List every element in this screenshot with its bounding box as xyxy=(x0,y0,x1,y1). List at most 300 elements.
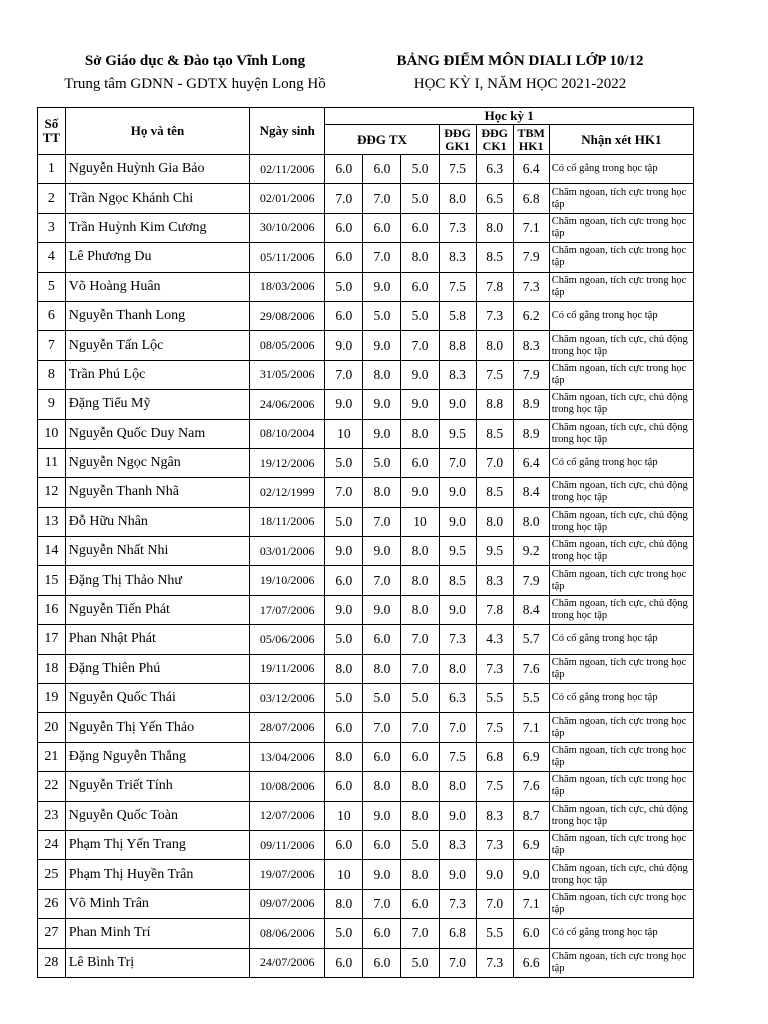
cell-tx2: 7.0 xyxy=(363,507,401,536)
cell-gk1: 9.0 xyxy=(439,595,476,624)
cell-tx3: 9.0 xyxy=(401,360,439,389)
cell-comment: Chăm ngoan, tích cực trong học tập xyxy=(549,742,693,771)
cell-ck1: 7.5 xyxy=(476,772,513,801)
cell-comment: Chăm ngoan, tích cực, chủ động trong học tập xyxy=(549,331,693,360)
cell-gk1: 8.8 xyxy=(439,331,476,360)
cell-gk1: 9.5 xyxy=(439,419,476,448)
table-row xyxy=(38,830,694,859)
cell-tbm: 7.9 xyxy=(513,566,549,595)
cell-tx2: 9.0 xyxy=(363,331,401,360)
cell-tx1: 9.0 xyxy=(325,595,363,624)
cell-name: Trần Ngọc Khánh Chi xyxy=(65,184,249,213)
cell-comment: Chăm ngoan, tích cực trong học tập xyxy=(549,213,693,242)
cell-stt: 26 xyxy=(38,889,66,918)
cell-dob: 02/12/1999 xyxy=(250,478,325,507)
cell-stt: 4 xyxy=(38,243,66,272)
cell-comment: Chăm ngoan, tích cực trong học tập xyxy=(549,272,693,301)
cell-name: Phan Minh Trí xyxy=(65,919,249,948)
cell-dob: 08/05/2006 xyxy=(250,331,325,360)
cell-stt: 27 xyxy=(38,919,66,948)
table-row xyxy=(38,625,694,654)
cell-tx3: 7.0 xyxy=(401,331,439,360)
cell-tbm: 8.7 xyxy=(513,801,549,830)
cell-tx3: 5.0 xyxy=(401,948,439,977)
cell-stt: 2 xyxy=(38,184,66,213)
cell-dob: 02/01/2006 xyxy=(250,184,325,213)
cell-tbm: 7.1 xyxy=(513,213,549,242)
cell-name: Nguyễn Quốc Duy Nam xyxy=(65,419,249,448)
cell-gk1: 8.3 xyxy=(439,830,476,859)
cell-tx2: 7.0 xyxy=(363,889,401,918)
cell-comment: Chăm ngoan, tích cực, chủ động trong học tập xyxy=(549,595,693,624)
cell-dob: 03/01/2006 xyxy=(250,537,325,566)
cell-comment: Có cố gắng trong học tập xyxy=(549,155,693,184)
cell-stt: 6 xyxy=(38,301,66,330)
table-body xyxy=(38,155,694,978)
cell-tx2: 6.0 xyxy=(363,155,401,184)
cell-stt: 25 xyxy=(38,860,66,889)
cell-tx3: 8.0 xyxy=(401,772,439,801)
cell-comment: Chăm ngoan, tích cực, chủ động trong học tập xyxy=(549,390,693,419)
cell-tx3: 5.0 xyxy=(401,184,439,213)
cell-name: Nguyễn Tấn Lộc xyxy=(65,331,249,360)
cell-dob: 18/03/2006 xyxy=(250,272,325,301)
col-header-ddg-ck1: ĐĐG CK1 xyxy=(476,125,513,155)
col-header-ddg-tx: ĐĐG TX xyxy=(325,125,439,155)
cell-name: Nguyễn Ngọc Ngân xyxy=(65,448,249,477)
cell-tx1: 6.0 xyxy=(325,772,363,801)
cell-tbm: 7.1 xyxy=(513,889,549,918)
col-header-ddg-gk1: ĐĐG GK1 xyxy=(439,125,476,155)
cell-tx2: 9.0 xyxy=(363,390,401,419)
table-row xyxy=(38,654,694,683)
cell-tx2: 6.0 xyxy=(363,742,401,771)
cell-ck1: 7.3 xyxy=(476,654,513,683)
cell-gk1: 9.0 xyxy=(439,860,476,889)
cell-tbm: 6.6 xyxy=(513,948,549,977)
cell-ck1: 6.8 xyxy=(476,742,513,771)
cell-stt: 7 xyxy=(38,331,66,360)
cell-tx2: 5.0 xyxy=(363,301,401,330)
semester-year: HỌC KỲ I, NĂM HỌC 2021-2022 xyxy=(413,76,627,92)
cell-name: Phạm Thị Huyền Trân xyxy=(65,860,249,889)
cell-tx3: 8.0 xyxy=(401,566,439,595)
cell-stt: 8 xyxy=(38,360,66,389)
table-row xyxy=(38,713,694,742)
cell-stt: 22 xyxy=(38,772,66,801)
cell-gk1: 7.3 xyxy=(439,889,476,918)
cell-tx2: 9.0 xyxy=(363,537,401,566)
cell-dob: 24/06/2006 xyxy=(250,390,325,419)
cell-dob: 18/11/2006 xyxy=(250,507,325,536)
cell-tbm: 8.0 xyxy=(513,507,549,536)
cell-tx2: 6.0 xyxy=(363,625,401,654)
table-row xyxy=(38,213,694,242)
cell-tx3: 9.0 xyxy=(401,478,439,507)
cell-dob: 08/06/2006 xyxy=(250,919,325,948)
cell-name: Đặng Nguyễn Thắng xyxy=(65,742,249,771)
cell-gk1: 8.0 xyxy=(439,772,476,801)
cell-ck1: 6.3 xyxy=(476,155,513,184)
cell-name: Nguyễn Huỳnh Gia Bảo xyxy=(65,155,249,184)
cell-tbm: 7.9 xyxy=(513,360,549,389)
cell-comment: Chăm ngoan, tích cực, chủ động trong học tập xyxy=(549,507,693,536)
cell-comment: Có cố gắng trong học tập xyxy=(549,684,693,713)
cell-comment: Có cố gắng trong học tập xyxy=(549,625,693,654)
cell-name: Lê Bình Trị xyxy=(65,948,249,977)
cell-stt: 23 xyxy=(38,801,66,830)
cell-tx3: 8.0 xyxy=(401,801,439,830)
cell-name: Nguyễn Triết Tính xyxy=(65,772,249,801)
cell-stt: 28 xyxy=(38,948,66,977)
cell-dob: 19/07/2006 xyxy=(250,860,325,889)
cell-tx2: 6.0 xyxy=(363,919,401,948)
cell-ck1: 6.5 xyxy=(476,184,513,213)
cell-tx3: 5.0 xyxy=(401,830,439,859)
cell-dob: 05/06/2006 xyxy=(250,625,325,654)
cell-stt: 18 xyxy=(38,654,66,683)
cell-stt: 24 xyxy=(38,830,66,859)
cell-tx1: 7.0 xyxy=(325,478,363,507)
cell-dob: 05/11/2006 xyxy=(250,243,325,272)
cell-dob: 19/11/2006 xyxy=(250,654,325,683)
table-row xyxy=(38,272,694,301)
cell-dob: 19/12/2006 xyxy=(250,448,325,477)
cell-dob: 19/10/2006 xyxy=(250,566,325,595)
cell-comment: Chăm ngoan, tích cực trong học tập xyxy=(549,243,693,272)
table-row xyxy=(38,772,694,801)
cell-tx1: 6.0 xyxy=(325,243,363,272)
cell-tx3: 7.0 xyxy=(401,713,439,742)
table-row xyxy=(38,860,694,889)
cell-gk1: 7.3 xyxy=(439,213,476,242)
cell-ck1: 5.5 xyxy=(476,684,513,713)
cell-name: Trần Huỳnh Kim Cương xyxy=(65,213,249,242)
table-row xyxy=(38,155,694,184)
cell-tx1: 5.0 xyxy=(325,448,363,477)
cell-stt: 11 xyxy=(38,448,66,477)
cell-dob: 09/11/2006 xyxy=(250,830,325,859)
table-row xyxy=(38,742,694,771)
cell-tbm: 7.1 xyxy=(513,713,549,742)
cell-gk1: 8.0 xyxy=(439,654,476,683)
table-row xyxy=(38,948,694,977)
cell-tx2: 9.0 xyxy=(363,419,401,448)
cell-tx1: 6.0 xyxy=(325,948,363,977)
cell-ck1: 7.8 xyxy=(476,595,513,624)
cell-comment: Chăm ngoan, tích cực, chủ động trong học tập xyxy=(549,478,693,507)
cell-ck1: 8.5 xyxy=(476,478,513,507)
cell-tx1: 5.0 xyxy=(325,507,363,536)
col-header-dob: Ngày sinh xyxy=(250,108,325,155)
cell-gk1: 7.3 xyxy=(439,625,476,654)
cell-stt: 10 xyxy=(38,419,66,448)
cell-ck1: 8.5 xyxy=(476,243,513,272)
cell-tx2: 5.0 xyxy=(363,684,401,713)
table-row xyxy=(38,243,694,272)
cell-comment: Chăm ngoan, tích cực trong học tập xyxy=(549,184,693,213)
cell-ck1: 5.5 xyxy=(476,919,513,948)
cell-tbm: 9.2 xyxy=(513,537,549,566)
table-row xyxy=(38,919,694,948)
cell-tx1: 7.0 xyxy=(325,184,363,213)
cell-dob: 17/07/2006 xyxy=(250,595,325,624)
cell-comment: Chăm ngoan, tích cực trong học tập xyxy=(549,948,693,977)
header-left xyxy=(60,50,330,96)
cell-dob: 24/07/2006 xyxy=(250,948,325,977)
cell-comment: Chăm ngoan, tích cực trong học tập xyxy=(549,360,693,389)
cell-name: Lê Phương Du xyxy=(65,243,249,272)
cell-comment: Chăm ngoan, tích cực trong học tập xyxy=(549,830,693,859)
cell-dob: 31/05/2006 xyxy=(250,360,325,389)
document-header xyxy=(0,50,768,100)
cell-name: Nguyễn Quốc Thái xyxy=(65,684,249,713)
cell-dob: 09/07/2006 xyxy=(250,889,325,918)
table-row xyxy=(38,889,694,918)
cell-ck1: 9.5 xyxy=(476,537,513,566)
cell-ck1: 7.0 xyxy=(476,448,513,477)
cell-name: Đặng Tiểu Mỹ xyxy=(65,390,249,419)
cell-tx2: 5.0 xyxy=(363,448,401,477)
cell-name: Đặng Thị Thảo Như xyxy=(65,566,249,595)
cell-dob: 10/08/2006 xyxy=(250,772,325,801)
table-row xyxy=(38,595,694,624)
cell-tbm: 7.6 xyxy=(513,654,549,683)
cell-stt: 13 xyxy=(38,507,66,536)
cell-tx3: 5.0 xyxy=(401,155,439,184)
cell-tx1: 7.0 xyxy=(325,360,363,389)
cell-gk1: 8.3 xyxy=(439,243,476,272)
cell-gk1: 8.3 xyxy=(439,360,476,389)
cell-stt: 15 xyxy=(38,566,66,595)
cell-tx1: 6.0 xyxy=(325,830,363,859)
cell-tx3: 8.0 xyxy=(401,537,439,566)
cell-ck1: 7.5 xyxy=(476,360,513,389)
cell-tbm: 6.9 xyxy=(513,830,549,859)
cell-tx2: 9.0 xyxy=(363,801,401,830)
cell-tx3: 6.0 xyxy=(401,272,439,301)
cell-tx2: 8.0 xyxy=(363,772,401,801)
cell-stt: 9 xyxy=(38,390,66,419)
col-header-stt: Số TT xyxy=(38,108,66,155)
cell-ck1: 8.5 xyxy=(476,419,513,448)
cell-tx2: 8.0 xyxy=(363,654,401,683)
cell-gk1: 7.5 xyxy=(439,155,476,184)
cell-comment: Có cố gắng trong học tập xyxy=(549,301,693,330)
cell-tx2: 6.0 xyxy=(363,830,401,859)
cell-tx1: 6.0 xyxy=(325,301,363,330)
table-row xyxy=(38,801,694,830)
cell-tx3: 8.0 xyxy=(401,419,439,448)
col-header-comment: Nhận xét HK1 xyxy=(549,125,693,155)
cell-tx1: 5.0 xyxy=(325,919,363,948)
cell-tbm: 8.3 xyxy=(513,331,549,360)
cell-comment: Chăm ngoan, tích cực, chủ động trong học tập xyxy=(549,801,693,830)
cell-ck1: 7.3 xyxy=(476,301,513,330)
cell-tx2: 6.0 xyxy=(363,948,401,977)
cell-ck1: 7.0 xyxy=(476,889,513,918)
cell-dob: 08/10/2004 xyxy=(250,419,325,448)
cell-tx3: 6.0 xyxy=(401,448,439,477)
cell-tbm: 6.0 xyxy=(513,919,549,948)
cell-gk1: 7.5 xyxy=(439,272,476,301)
cell-tx2: 9.0 xyxy=(363,272,401,301)
cell-comment: Có cố gắng trong học tập xyxy=(549,448,693,477)
cell-tx2: 9.0 xyxy=(363,860,401,889)
cell-tx3: 7.0 xyxy=(401,919,439,948)
col-header-tbm-hk1: TBM HK1 xyxy=(513,125,549,155)
table-row xyxy=(38,184,694,213)
cell-gk1: 8.0 xyxy=(439,184,476,213)
table-row xyxy=(38,566,694,595)
cell-tx3: 5.0 xyxy=(401,684,439,713)
cell-name: Võ Hoàng Huân xyxy=(65,272,249,301)
cell-comment: Chăm ngoan, tích cực, chủ động trong học tập xyxy=(549,419,693,448)
cell-tx1: 6.0 xyxy=(325,155,363,184)
cell-tbm: 8.4 xyxy=(513,595,549,624)
cell-dob: 02/11/2006 xyxy=(250,155,325,184)
cell-tx2: 7.0 xyxy=(363,243,401,272)
cell-gk1: 9.0 xyxy=(439,390,476,419)
cell-name: Nguyễn Nhất Nhi xyxy=(65,537,249,566)
cell-name: Nguyễn Thị Yến Thảo xyxy=(65,713,249,742)
table-row xyxy=(38,478,694,507)
cell-name: Trần Phú Lộc xyxy=(65,360,249,389)
cell-comment: Có cố gắng trong học tập xyxy=(549,919,693,948)
cell-dob: 13/04/2006 xyxy=(250,742,325,771)
cell-tx1: 8.0 xyxy=(325,742,363,771)
cell-ck1: 7.3 xyxy=(476,830,513,859)
table-row xyxy=(38,301,694,330)
cell-ck1: 8.8 xyxy=(476,390,513,419)
cell-gk1: 7.0 xyxy=(439,713,476,742)
cell-name: Võ Minh Trân xyxy=(65,889,249,918)
cell-ck1: 8.3 xyxy=(476,566,513,595)
cell-ck1: 7.8 xyxy=(476,272,513,301)
cell-ck1: 9.0 xyxy=(476,860,513,889)
cell-name: Nguyễn Thanh Nhã xyxy=(65,478,249,507)
cell-comment: Chăm ngoan, tích cực, chủ động trong học tập xyxy=(549,537,693,566)
cell-comment: Chăm ngoan, tích cực trong học tập xyxy=(549,713,693,742)
cell-gk1: 6.8 xyxy=(439,919,476,948)
cell-stt: 16 xyxy=(38,595,66,624)
cell-tx3: 8.0 xyxy=(401,860,439,889)
table-row xyxy=(38,390,694,419)
cell-stt: 20 xyxy=(38,713,66,742)
cell-tbm: 6.4 xyxy=(513,448,549,477)
cell-tx2: 7.0 xyxy=(363,566,401,595)
cell-tbm: 7.6 xyxy=(513,772,549,801)
cell-stt: 5 xyxy=(38,272,66,301)
table-row xyxy=(38,507,694,536)
cell-tbm: 6.8 xyxy=(513,184,549,213)
cell-tx3: 8.0 xyxy=(401,595,439,624)
cell-tx2: 7.0 xyxy=(363,713,401,742)
cell-gk1: 9.0 xyxy=(439,507,476,536)
cell-tx3: 7.0 xyxy=(401,625,439,654)
cell-tbm: 7.9 xyxy=(513,243,549,272)
grade-table xyxy=(37,107,694,978)
document-title: BẢNG ĐIỂM MÔN DIALI LỚP 10/12 xyxy=(396,53,644,69)
cell-name: Nguyễn Tiến Phát xyxy=(65,595,249,624)
cell-stt: 1 xyxy=(38,155,66,184)
cell-tbm: 7.3 xyxy=(513,272,549,301)
cell-tx1: 8.0 xyxy=(325,889,363,918)
cell-tx2: 6.0 xyxy=(363,213,401,242)
cell-dob: 30/10/2006 xyxy=(250,213,325,242)
cell-tx1: 6.0 xyxy=(325,566,363,595)
cell-ck1: 8.0 xyxy=(476,331,513,360)
cell-name: Phan Nhật Phát xyxy=(65,625,249,654)
cell-tx3: 9.0 xyxy=(401,390,439,419)
cell-tx3: 6.0 xyxy=(401,213,439,242)
cell-tx1: 6.0 xyxy=(325,213,363,242)
cell-tx1: 8.0 xyxy=(325,654,363,683)
cell-tx2: 8.0 xyxy=(363,478,401,507)
cell-tx3: 5.0 xyxy=(401,301,439,330)
cell-name: Đỗ Hữu Nhân xyxy=(65,507,249,536)
cell-tx1: 6.0 xyxy=(325,713,363,742)
cell-gk1: 9.0 xyxy=(439,801,476,830)
cell-tbm: 8.4 xyxy=(513,478,549,507)
cell-comment: Chăm ngoan, tích cực trong học tập xyxy=(549,654,693,683)
cell-ck1: 8.0 xyxy=(476,213,513,242)
col-header-name: Họ và tên xyxy=(65,108,249,155)
cell-tbm: 9.0 xyxy=(513,860,549,889)
cell-ck1: 4.3 xyxy=(476,625,513,654)
cell-tx3: 7.0 xyxy=(401,654,439,683)
cell-dob: 29/08/2006 xyxy=(250,301,325,330)
cell-gk1: 7.0 xyxy=(439,948,476,977)
cell-tx1: 10 xyxy=(325,801,363,830)
cell-stt: 21 xyxy=(38,742,66,771)
cell-gk1: 9.5 xyxy=(439,537,476,566)
cell-ck1: 8.0 xyxy=(476,507,513,536)
cell-tx3: 6.0 xyxy=(401,742,439,771)
cell-stt: 3 xyxy=(38,213,66,242)
cell-tx1: 9.0 xyxy=(325,537,363,566)
cell-stt: 14 xyxy=(38,537,66,566)
cell-name: Phạm Thị Yến Trang xyxy=(65,830,249,859)
cell-ck1: 7.3 xyxy=(476,948,513,977)
cell-tbm: 6.4 xyxy=(513,155,549,184)
department-name: Sở Giáo dục & Đào tạo Vĩnh Long xyxy=(84,53,306,69)
cell-tbm: 6.2 xyxy=(513,301,549,330)
cell-tx3: 10 xyxy=(401,507,439,536)
cell-tx2: 7.0 xyxy=(363,184,401,213)
table-row xyxy=(38,684,694,713)
cell-tx2: 8.0 xyxy=(363,360,401,389)
cell-tx1: 10 xyxy=(325,860,363,889)
table-row xyxy=(38,448,694,477)
cell-name: Nguyễn Quốc Toàn xyxy=(65,801,249,830)
cell-comment: Chăm ngoan, tích cực, chủ động trong học tập xyxy=(549,860,693,889)
cell-tbm: 5.5 xyxy=(513,684,549,713)
cell-tx3: 8.0 xyxy=(401,243,439,272)
table-row xyxy=(38,537,694,566)
cell-name: Nguyễn Thanh Long xyxy=(65,301,249,330)
cell-tx3: 6.0 xyxy=(401,889,439,918)
cell-gk1: 7.0 xyxy=(439,448,476,477)
cell-comment: Chăm ngoan, tích cực trong học tập xyxy=(549,772,693,801)
cell-dob: 28/07/2006 xyxy=(250,713,325,742)
header-right xyxy=(375,50,665,96)
cell-ck1: 8.3 xyxy=(476,801,513,830)
cell-name: Đặng Thiên Phú xyxy=(65,654,249,683)
table-row xyxy=(38,331,694,360)
cell-tbm: 8.9 xyxy=(513,390,549,419)
cell-tbm: 6.9 xyxy=(513,742,549,771)
